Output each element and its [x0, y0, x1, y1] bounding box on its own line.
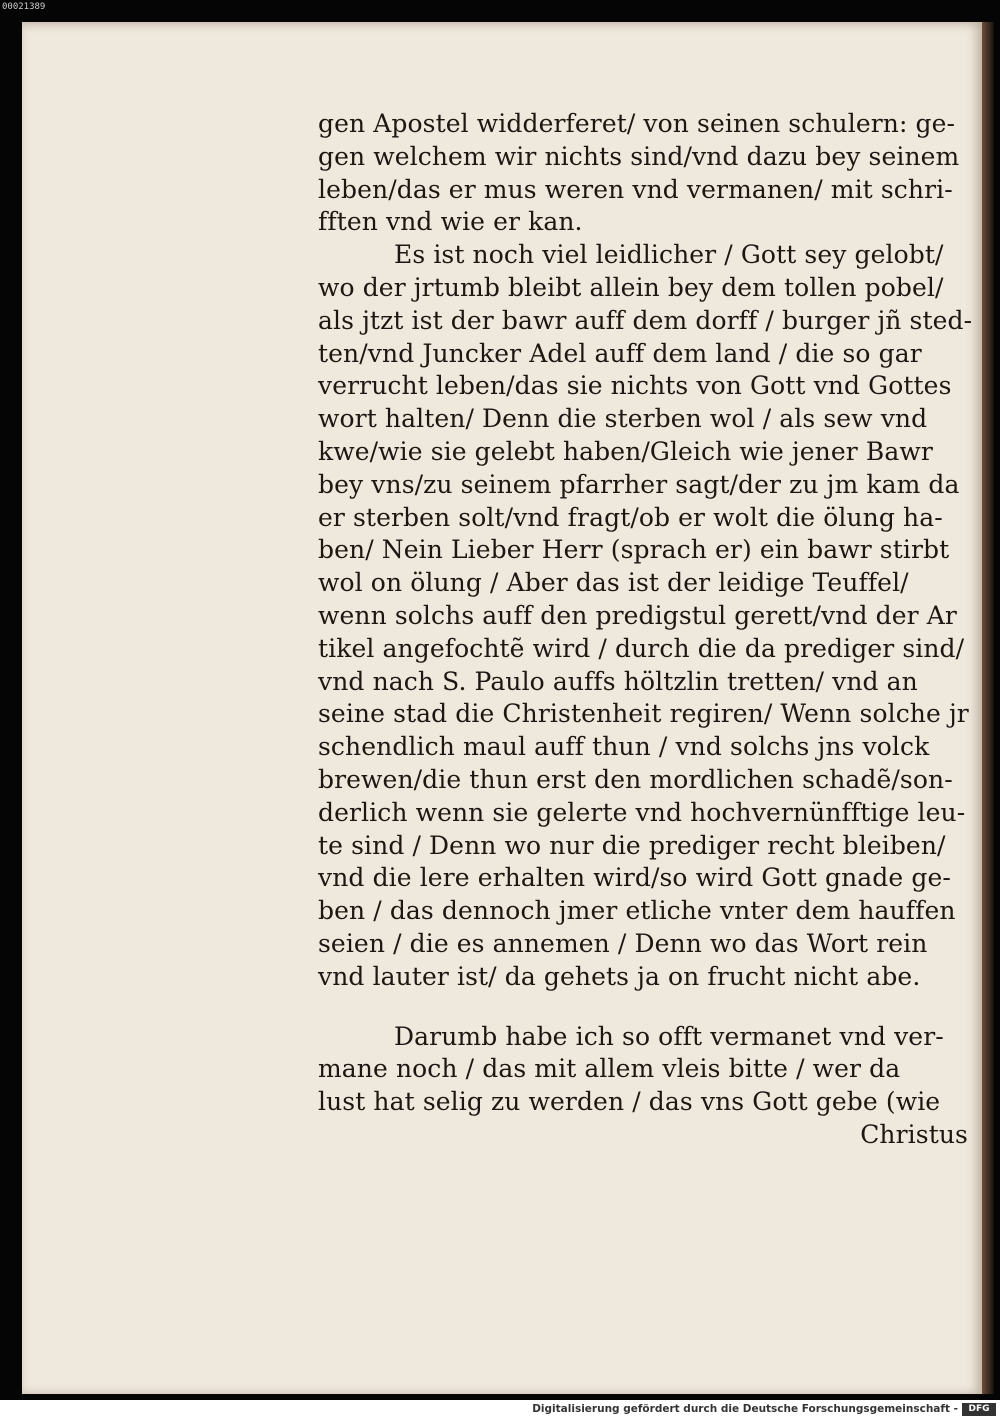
text-line: als jtzt ist der bawr auff dem dorff / burger jñ sted- [318, 305, 973, 335]
text-line: ten/vnd Juncker Adel auff dem land / die so gar [318, 338, 922, 368]
text-line: verrucht leben/das sie nichts von Gott vnd Gottes [318, 371, 952, 401]
text-line: ben/ Nein Lieber Herr (sprach er) ein bawr stirbt [318, 535, 950, 565]
text-line: wenn solchs auff den predigstul gerett/vnd der Ar [318, 600, 957, 630]
scan-id-label: 00021389 [2, 2, 46, 12]
text-line: brewen/die thun erst den mordlichen schadẽ/son- [318, 764, 953, 794]
text-line: Darumb habe ich so offt vermanet vnd ver- [394, 1021, 944, 1051]
text-line: vnd lauter ist/ da gehets ja on frucht nicht abe. [318, 961, 921, 991]
paragraph-gap [318, 994, 968, 1021]
catchword: Christus [860, 1119, 968, 1149]
text-line: wo der jrtumb bleibt allein bey dem tollen pobel/ [318, 272, 944, 302]
text-line: gen Apostel widderferet/ von seinen schulern: ge- [318, 109, 956, 138]
text-line: lust hat selig zu werden / das vns Gott gebe (wie [318, 1087, 941, 1117]
text-line: seien / die es annemen / Denn wo das Wort rein [318, 928, 928, 958]
text-line: mane noch / das mit allem vleis bitte / wer da [318, 1054, 901, 1084]
page-edge [982, 22, 994, 1394]
funding-note: Digitalisierung gefördert durch die Deutsche Forschungsgemeinschaft - [532, 1403, 958, 1415]
dfg-logo-icon: DFG [962, 1403, 996, 1416]
text-line: gen welchem wir nichts sind/vnd dazu bey seinem [318, 141, 960, 171]
text-line: derlich wenn sie gelerte vnd hochvernünfftige leu- [318, 797, 966, 827]
text-line: ben / das dennoch jmer etliche vnter dem hauffen [318, 896, 956, 926]
text-line: vnd nach S. Paulo auffs höltzlin tretten/ vnd an [318, 666, 918, 696]
text-line: Es ist noch viel leidlicher / Gott sey gelobt/ [394, 240, 944, 270]
text-line: kwe/wie sie gelebt haben/Gleich wie jener Bawr [318, 436, 933, 466]
text-line: fften vnd wie er kan. [318, 207, 583, 237]
text-line: vnd die lere erhalten wird/so wird Gott gnade ge- [318, 863, 951, 893]
text-line: tikel angefochtẽ wird / durch die da prediger sind/ [318, 633, 965, 663]
page-text [318, 108, 973, 1152]
text-line: leben/das er mus weren vnd vermanen/ mit schri- [318, 174, 953, 204]
text-line: er sterben solt/vnd fragt/ob er wolt die ölung ha- [318, 502, 943, 532]
text-line: te sind / Denn wo nur die prediger recht bleiben/ [318, 830, 946, 860]
text-line: schendlich maul auff thun / vnd solchs jns volck [318, 732, 930, 762]
text-line: bey vns/zu seinem pfarrher sagt/der zu jm kam da [318, 469, 960, 499]
text-line: wol on ölung / Aber das ist der leidige Teuffel/ [318, 568, 909, 598]
text-line: seine stad die Christenheit regiren/ Wenn solche jr [318, 699, 969, 729]
text-line: wort halten/ Denn die sterben wol / als sew vnd [318, 404, 928, 434]
footer-bar [0, 1400, 1000, 1420]
